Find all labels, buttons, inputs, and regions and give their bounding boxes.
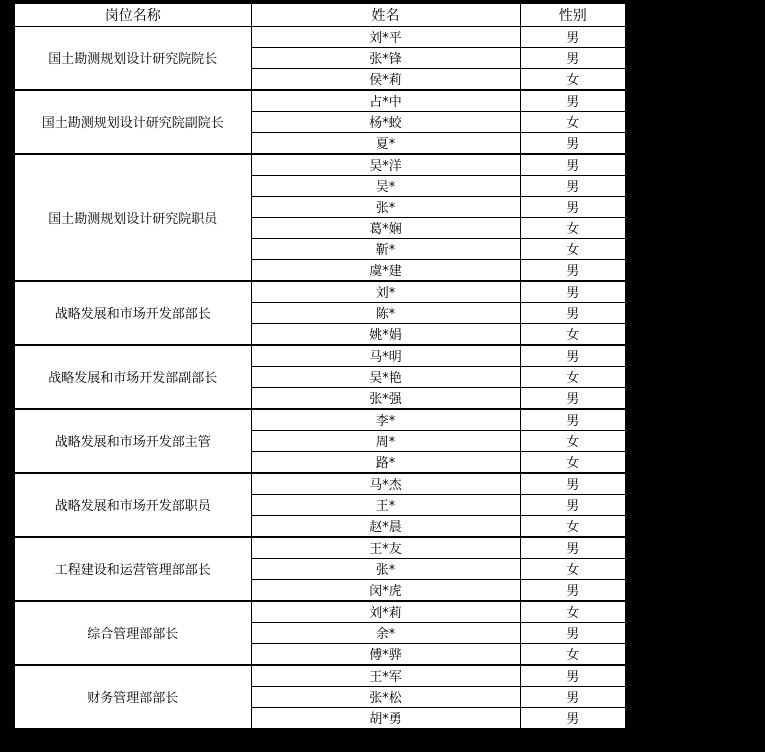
table-row [14,537,626,559]
gender-cell: 男 [520,175,626,196]
name-cell: 王* [251,494,520,515]
position-cell: 国土勘测规划设计研究院院长 [14,27,251,90]
header-name: 姓名 [251,3,520,27]
position-cell: 国土勘测规划设计研究院副院长 [14,90,251,154]
staff-roster-table [13,2,627,730]
gender-cell: 男 [520,579,626,601]
name-cell: 姚*娟 [251,323,520,345]
table-row [14,665,626,687]
gender-cell: 女 [520,643,626,665]
table-row [14,90,626,112]
position-cell: 战略发展和市场开发部副部长 [14,345,251,409]
name-cell: 王*军 [251,665,520,687]
gender-cell: 男 [520,27,626,48]
gender-cell: 男 [520,665,626,687]
name-cell: 王*友 [251,537,520,559]
name-cell: 吴*艳 [251,366,520,387]
gender-cell: 男 [520,494,626,515]
gender-cell: 男 [520,537,626,559]
name-cell: 刘*平 [251,27,520,48]
gender-cell: 女 [520,430,626,451]
name-cell: 傅*骅 [251,643,520,665]
position-cell: 综合管理部部长 [14,601,251,665]
table-row [14,409,626,431]
gender-cell: 男 [520,345,626,367]
header-row [14,3,626,27]
name-cell: 张* [251,558,520,579]
name-cell: 陈* [251,302,520,323]
gender-cell: 男 [520,90,626,112]
name-cell: 马*杰 [251,473,520,495]
position-cell: 战略发展和市场开发部部长 [14,281,251,345]
position-cell: 战略发展和市场开发部主管 [14,409,251,473]
gender-cell: 男 [520,196,626,217]
name-cell: 刘*莉 [251,601,520,623]
table-body [14,27,626,730]
gender-cell: 男 [520,409,626,431]
name-cell: 吴*洋 [251,154,520,176]
gender-cell: 女 [520,238,626,259]
name-cell: 张* [251,196,520,217]
name-cell: 侯*莉 [251,68,520,90]
name-cell: 胡*勇 [251,707,520,729]
gender-cell: 男 [520,154,626,176]
name-cell: 夏* [251,132,520,154]
gender-cell: 女 [520,451,626,473]
table-row [14,473,626,495]
gender-cell: 男 [520,387,626,409]
gender-cell: 女 [520,68,626,90]
gender-cell: 男 [520,302,626,323]
name-cell: 马*明 [251,345,520,367]
table-row [14,345,626,367]
name-cell: 余* [251,622,520,643]
gender-cell: 男 [520,707,626,729]
name-cell: 路* [251,451,520,473]
position-cell: 战略发展和市场开发部职员 [14,473,251,537]
gender-cell: 女 [520,111,626,132]
position-cell: 财务管理部部长 [14,665,251,729]
header-gender: 性别 [520,3,626,27]
gender-cell: 男 [520,47,626,68]
name-cell: 张*松 [251,686,520,707]
gender-cell: 女 [520,601,626,623]
gender-cell: 男 [520,686,626,707]
gender-cell: 女 [520,366,626,387]
table-row [14,601,626,623]
table-row [14,281,626,303]
name-cell: 赵*晨 [251,515,520,537]
gender-cell: 女 [520,323,626,345]
gender-cell: 男 [520,622,626,643]
position-cell: 工程建设和运营管理部部长 [14,537,251,601]
gender-cell: 男 [520,132,626,154]
gender-cell: 女 [520,217,626,238]
name-cell: 李* [251,409,520,431]
table-row [14,154,626,176]
name-cell: 张*锋 [251,47,520,68]
header-position: 岗位名称 [14,3,251,27]
name-cell: 闵*虎 [251,579,520,601]
position-cell: 国土勘测规划设计研究院职员 [14,154,251,281]
name-cell: 虞*建 [251,259,520,281]
gender-cell: 男 [520,259,626,281]
name-cell: 占*中 [251,90,520,112]
name-cell: 张*强 [251,387,520,409]
name-cell: 靳* [251,238,520,259]
name-cell: 杨*蛟 [251,111,520,132]
gender-cell: 女 [520,558,626,579]
table-row [14,27,626,48]
gender-cell: 男 [520,281,626,303]
gender-cell: 男 [520,473,626,495]
name-cell: 刘* [251,281,520,303]
gender-cell: 女 [520,515,626,537]
name-cell: 吴* [251,175,520,196]
name-cell: 周* [251,430,520,451]
name-cell: 葛*娴 [251,217,520,238]
